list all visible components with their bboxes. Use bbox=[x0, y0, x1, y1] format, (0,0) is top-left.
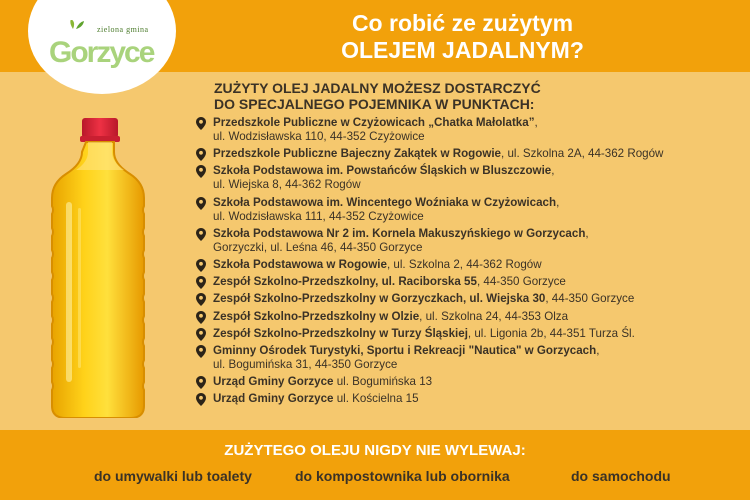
location-pin-icon bbox=[196, 311, 206, 324]
collection-point-address: , bbox=[585, 226, 589, 240]
footer-bar bbox=[0, 430, 750, 500]
collection-point-address: , ul. Szkolna 2A, 44-362 Rogów bbox=[501, 147, 664, 161]
collection-point-name: Urząd Gminy Gorzyce bbox=[213, 392, 334, 406]
collection-point-address: , bbox=[551, 164, 555, 178]
collection-point-name: Przedszkole Publiczne w Czyżowicach „Chatka Małolatka” bbox=[213, 116, 535, 129]
location-pin-icon bbox=[196, 148, 206, 161]
collection-point-address: , ul. Szkolna 2, 44-362 Rogów bbox=[386, 257, 542, 271]
collection-point-address: ul. Bogumińska 31, 44-350 Gorzyce bbox=[213, 357, 398, 371]
location-pin-icon bbox=[196, 345, 206, 358]
collection-point-address: , ul. Ligonia 2b, 44-351 Turza Śl. bbox=[467, 326, 635, 340]
collection-point-address: , bbox=[556, 195, 560, 209]
collection-point-name: Przedszkole Publiczne Bajeczny Zakątek w Rogowie bbox=[213, 147, 502, 161]
location-pin-icon bbox=[196, 117, 206, 130]
collection-point-name: Szkoła Podstawowa im. Powstańców Śląskich w Bluszczowie bbox=[213, 164, 552, 178]
collection-point-address: ul. Wodzisławska 111, 44-352 Czyżowice bbox=[213, 209, 424, 223]
collection-point-name: Szkoła Podstawowa w Rogowie bbox=[213, 257, 387, 271]
collection-point bbox=[196, 164, 736, 192]
collection-points-heading: ZUŻYTY OLEJ JADALNY MOŻESZ DOSTARCZYĆ DO SPECJALNEGO POJEMNIKA W PUNKTACH: bbox=[214, 80, 541, 112]
svg-text:Gorzyce: Gorzyce bbox=[49, 36, 154, 69]
collection-point-name: Urząd Gminy Gorzyce bbox=[213, 375, 334, 389]
collection-point-address: ul. Bogumińska 13 bbox=[333, 375, 433, 389]
never-pour-item: do samochodu bbox=[571, 468, 671, 484]
collection-point-name: Zespół Szkolno-Przedszkolny w Olzie bbox=[213, 309, 420, 323]
title-line-1: Co robić ze zużytym bbox=[351, 10, 574, 36]
collection-point-name: Szkoła Podstawowa im. Wincentego Woźniaka w Czyżowicach bbox=[213, 195, 557, 209]
never-pour-item: do kompostownika lub obornika bbox=[295, 468, 510, 484]
collection-point bbox=[196, 310, 736, 324]
collection-point-name: Zespół Szkolno-Przedszkolny w Turzy Śląskiej bbox=[213, 326, 468, 340]
collection-point-name: Zespół Szkolno-Przedszkolny w Gorzyczkach, ul. Wiejska 30 bbox=[213, 292, 546, 306]
collection-point bbox=[196, 344, 736, 372]
title-line-2: OLEJEM JADALNYM? bbox=[341, 37, 584, 63]
collection-point bbox=[196, 375, 736, 389]
collection-point bbox=[196, 227, 736, 255]
gorzyce-logo bbox=[45, 20, 165, 70]
collection-point bbox=[196, 258, 736, 272]
location-pin-icon bbox=[196, 393, 206, 406]
collection-point-address: Gorzyczki, ul. Leśna 46, 44-350 Gorzyce bbox=[213, 240, 423, 254]
location-pin-icon bbox=[196, 165, 206, 178]
never-pour-item: do umywalki lub toalety bbox=[94, 468, 252, 484]
collection-point bbox=[196, 292, 736, 306]
location-pin-icon bbox=[196, 276, 206, 289]
collection-point-address: , ul. Szkolna 24, 44-353 Olza bbox=[419, 309, 569, 323]
collection-point-address: , 44-350 Gorzyce bbox=[545, 292, 635, 306]
collection-point-name: Szkoła Podstawowa Nr 2 im. Kornela Makuszyńskiego w Gorzycach bbox=[213, 226, 586, 240]
oil-bottle-illustration bbox=[38, 112, 162, 418]
collection-point-address: ul. Wiejska 8, 44-362 Rogów bbox=[213, 178, 361, 192]
collection-point-name: Zespół Szkolno-Przedszkolny, ul. Raciborska 55 bbox=[213, 275, 477, 289]
location-pin-icon bbox=[196, 328, 206, 341]
collection-point-name: Gminny Ośrodek Turystyki, Sportu i Rekreacji "Nautica" w Gorzycach bbox=[213, 343, 597, 357]
collection-point bbox=[196, 327, 736, 341]
svg-text:zielona gmina: zielona gmina bbox=[97, 25, 149, 34]
collection-point bbox=[196, 196, 736, 224]
collection-points-list bbox=[196, 116, 736, 409]
collection-point-address: , bbox=[596, 343, 600, 357]
location-pin-icon bbox=[196, 228, 206, 241]
collection-point bbox=[196, 392, 736, 406]
location-pin-icon bbox=[196, 293, 206, 306]
collection-point bbox=[196, 147, 736, 161]
collection-point bbox=[196, 275, 736, 289]
footer-title: ZUŻYTEGO OLEJU NIGDY NIE WYLEWAJ: bbox=[224, 442, 526, 459]
collection-point bbox=[196, 116, 736, 144]
collection-point-address: ul. Kościelna 15 bbox=[333, 392, 419, 406]
collection-point-address: ul. Wodzisławska 110, 44-352 Czyżowice bbox=[213, 130, 425, 143]
location-pin-icon bbox=[196, 259, 206, 272]
location-pin-icon bbox=[196, 197, 206, 210]
collection-point-address: , 44-350 Gorzyce bbox=[476, 275, 566, 289]
location-pin-icon bbox=[196, 376, 206, 389]
collection-point-address: , bbox=[534, 116, 538, 129]
